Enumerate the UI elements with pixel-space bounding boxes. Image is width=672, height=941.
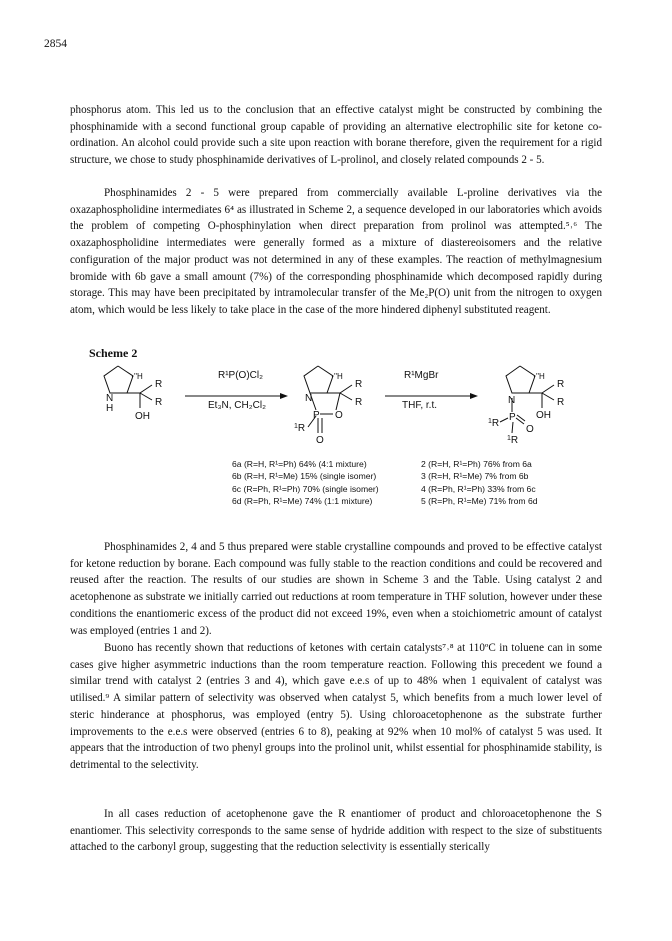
svg-text:N: N	[508, 395, 516, 406]
svg-text:R: R	[355, 379, 363, 390]
list-item: 6a (R=H, R¹=Ph) 64% (4:1 mixture)	[232, 459, 367, 469]
svg-text:N: N	[106, 393, 114, 404]
scheme-2	[0, 360, 672, 520]
list-item: 2 (R=H, R¹=Ph) 76% from 6a	[421, 459, 532, 469]
svg-text:R: R	[355, 397, 363, 408]
list-item: 3 (R=H, R¹=Me) 7% from 6b	[421, 471, 529, 482]
svg-text:H: H	[106, 403, 114, 414]
svg-text:R: R	[155, 379, 163, 390]
svg-text:P: P	[313, 410, 320, 421]
reagent-2-bottom: THF, r.t.	[402, 400, 437, 411]
reagent-1-top: R¹P(O)Cl₂	[218, 370, 263, 381]
paragraph-4: Buono has recently shown that reductions of ketones with certain catalysts⁷˒⁸ at 110ºC in toluene can in some cases give higher asymmetric inductions than the room temperature reaction. Following this precedent we found a similar trend with catalyst 2 (entries 3 and 4), which gave e.e.s of up to 48% when 1 equivalent of catalyst was utilised.⁹ A similar pattern of selectivity was observed when catalyst 5, which benefits from a much lower level of steric hinderance at phosphorus, was employed (entry 5). Using chloroacetophenone as the substrate further improvements to the e.e.s were observed (entries 6 to 8), peaking at 92% when 10 mol% of catalyst 5 was used. It appears that the introduction of two phenyl groups into the prolinol unit, whilst essential for phosphinamide stability, is detrimental to the selectivity.	[70, 642, 602, 771]
svg-text:1R: $^1$R	[488, 418, 500, 429]
arrow-head-2	[470, 393, 478, 399]
reagent-1-bottom: Et₃N, CH₂Cl₂	[208, 400, 266, 411]
svg-text:O: O	[526, 424, 534, 435]
list-item: 6d (R=Ph, R¹=Me) 74% (1:1 mixture)	[232, 496, 373, 507]
svg-text:.: .	[131, 369, 134, 380]
svg-text:OH: OH	[536, 410, 551, 421]
svg-text:.: .	[331, 369, 334, 380]
svg-text:R: R	[155, 397, 163, 408]
paragraph-3: Phosphinamides 2, 4 and 5 thus prepared were stable crystalline compounds and proved to be effective catalyst for ketone reduction by borane. Each compound was fully stable to the reaction conditions and could be recovered and reused after the reaction. The results of our studies are shown in Scheme 3 and the Table. Using catalyst 2 and acetophenone as substrate we initially carried out reductions at room temperature in THF solution, however under these conditions the enantiomeric excess of the product did not exceed 19%, even when a stoichiometric amount of catalyst was employed (entries 1 and 2).	[70, 541, 602, 637]
svg-text:R: R	[557, 379, 565, 390]
svg-text:''H: ''H	[536, 372, 545, 381]
svg-text:1R: $^1$R	[507, 435, 519, 446]
svg-text:''H: ''H	[334, 372, 343, 381]
list-item: 4 (R=Ph, R¹=Ph) 33% from 6c	[421, 483, 536, 494]
list-item: 6b (R=H, R¹=Me) 15% (single isomer)	[232, 471, 377, 482]
paragraph-5: In all cases reduction of acetophenone gave the R enantiomer of product and chloroacetophenone the S enantiomer. This selectivity corresponds to the same sense of hydride addition with respect to the size of substituents attached to the carbonyl group, suggesting that the reduction selectivity is essentially sterically	[70, 808, 602, 854]
svg-text:''H: ''H	[134, 372, 143, 381]
svg-text:O: O	[335, 410, 343, 421]
svg-text:O: O	[316, 435, 324, 446]
svg-text:.: .	[533, 369, 536, 380]
scheme-title: Scheme 2	[89, 346, 138, 360]
paragraph-1: phosphorus atom. This led us to the conclusion that an effective catalyst might be constructed by combining the phosphinamide with a second functional group capable of providing an alternative electrophilic site for ketone co-ordination. An alcohol could provide such a site upon reaction with borane therefore, given the requirement for a rigid structure, we chose to study phosphinamide derivatives of L-prolinol, and closely related compounds 2 - 5.	[70, 104, 602, 167]
svg-text:P: P	[509, 412, 516, 423]
paragraph-2: Phosphinamides 2 - 5 were prepared from commercially available L-proline derivatives via the oxazaphospholidine intermediates 6⁴ as illustrated in Scheme 2, a sequence developed in our laboratories which avoids the problem of competing O-phosphinylation when direct preparation from prolinol was attempted.⁵˒⁶ The oxazaphospholidine intermediates were generally formed as a mixture of diastereoisomers and the relative configuration of the major product was not determined in any of these examples. The reaction of methylmagnesium bromide with 6b gave a small amount (7%) of the corresponding phosphinamide which decomposed rapidly during storage. This may have been precipitated by intramolecular transfer of the Me₂P(O) unit from the nitrogen to oxygen atom, which would be less likely to take place in the case of the more hindered diphenyl substituted reagent.	[70, 187, 602, 316]
svg-text:1R: $^1$R	[294, 423, 306, 434]
svg-text:N: N	[305, 393, 313, 404]
reagent-2-top: R¹MgBr	[404, 370, 439, 381]
page-number: 2854	[44, 38, 67, 50]
list-item: 6c (R=Ph, R¹=Ph) 70% (single isomer)	[232, 483, 379, 494]
svg-text:OH: OH	[135, 411, 150, 422]
list-item: 5 (R=Ph, R¹=Me) 71% from 6d	[421, 496, 538, 507]
intermediate-list	[232, 458, 379, 508]
product-list	[421, 458, 538, 508]
arrow-head-1	[280, 393, 288, 399]
svg-text:R: R	[557, 397, 565, 408]
